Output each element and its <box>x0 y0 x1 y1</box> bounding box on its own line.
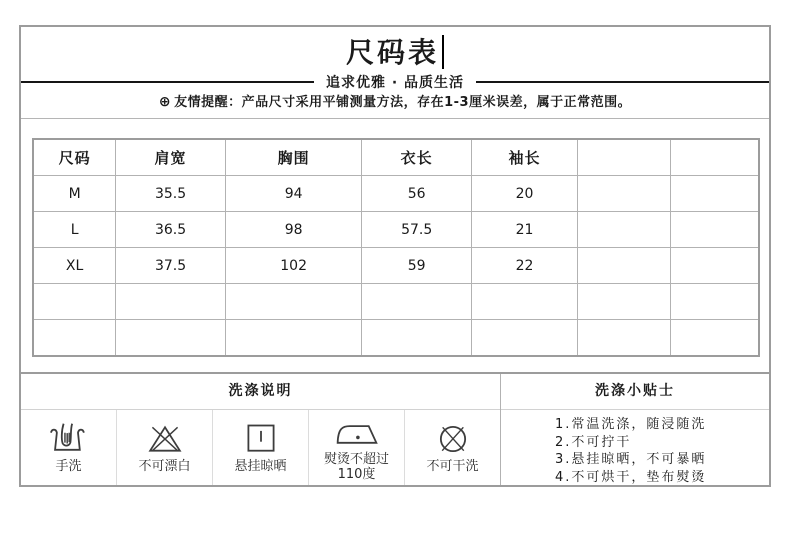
cell-empty <box>471 284 577 320</box>
washing-icons-row <box>21 410 500 485</box>
care-item-iron-max-110 <box>309 410 405 485</box>
no-bleach-icon <box>142 421 188 457</box>
washing-instructions-panel <box>21 374 501 485</box>
cell-shoulder: 36.5 <box>116 212 226 248</box>
cell-empty <box>225 320 361 357</box>
col-header-shoulder: 肩宽 <box>116 139 226 176</box>
cell-empty <box>362 320 472 357</box>
care-item-label: 不可干洗 <box>426 459 479 474</box>
care-item-label: 熨烫不超过 110度 <box>323 451 389 482</box>
size-table <box>32 138 760 357</box>
col-header-bust: 胸围 <box>225 139 361 176</box>
cell-empty <box>670 320 759 357</box>
col-header-empty-1 <box>577 139 670 176</box>
cell-shoulder: 35.5 <box>116 176 226 212</box>
cell-sleeve: 20 <box>471 176 577 212</box>
no-dry-clean-icon <box>430 421 476 457</box>
cell-empty <box>577 248 670 284</box>
table-row <box>33 212 759 248</box>
washing-tips-title: 洗涤小贴士 <box>501 374 769 410</box>
cell-empty <box>362 284 472 320</box>
cell-empty <box>670 284 759 320</box>
cell-empty <box>33 284 116 320</box>
size-table-header-row <box>33 139 759 176</box>
tip-item: 4.不可烘干，垫布熨烫 <box>555 469 707 485</box>
cell-size: L <box>33 212 116 248</box>
cell-empty <box>471 320 577 357</box>
cell-empty <box>577 320 670 357</box>
tagline-text: 追求优雅 · 品质生活 <box>325 75 465 91</box>
table-row <box>33 284 759 320</box>
cell-size: M <box>33 176 116 212</box>
table-row <box>33 320 759 357</box>
tip-item: 1.常温洗涤，随浸随洗 <box>555 417 707 432</box>
care-item-label: 手洗 <box>55 459 82 474</box>
washing-tips-panel <box>501 374 769 485</box>
hang-dry-icon <box>238 421 284 457</box>
text-cursor-bar <box>442 35 444 69</box>
cell-empty <box>225 284 361 320</box>
cell-bust: 102 <box>225 248 361 284</box>
col-header-empty-2 <box>670 139 759 176</box>
cell-empty <box>670 212 759 248</box>
cell-empty <box>577 284 670 320</box>
washing-tips-list <box>501 410 769 486</box>
care-item-no-bleach <box>117 410 213 485</box>
iron-max-110-icon <box>334 414 380 450</box>
notice-row <box>21 94 769 111</box>
hand-wash-icon <box>46 421 92 457</box>
cell-length: 57.5 <box>362 212 472 248</box>
page-title-row <box>21 33 769 73</box>
tip-item: 2.不可拧干 <box>555 434 632 450</box>
care-item-hand-wash <box>21 410 117 485</box>
care-section <box>21 372 769 485</box>
cell-empty <box>670 176 759 212</box>
size-chart-sheet <box>19 25 771 487</box>
col-header-size: 尺码 <box>33 139 116 176</box>
cell-bust: 94 <box>225 176 361 212</box>
cell-empty <box>33 320 116 357</box>
cell-shoulder: 37.5 <box>116 248 226 284</box>
table-row <box>33 248 759 284</box>
cell-empty <box>116 284 226 320</box>
cell-length: 59 <box>362 248 472 284</box>
cell-empty <box>116 320 226 357</box>
notice-text: 友情提醒：产品尺寸采用平铺测量方法，存在1-3厘米误差，属于正常范围。 <box>174 95 632 110</box>
cell-empty <box>577 212 670 248</box>
col-header-sleeve: 袖长 <box>471 139 577 176</box>
care-item-no-dry-clean <box>405 410 500 485</box>
col-header-length: 衣长 <box>362 139 472 176</box>
tip-item: 3.悬挂晾晒，不可暴晒 <box>555 452 707 467</box>
cell-sleeve: 21 <box>471 212 577 248</box>
tagline-row <box>21 73 769 91</box>
washing-instructions-title: 洗涤说明 <box>21 374 500 410</box>
care-item-hang-dry <box>213 410 309 485</box>
header-section <box>21 27 769 119</box>
care-item-label: 不可漂白 <box>138 459 191 474</box>
cell-size: XL <box>33 248 116 284</box>
cell-bust: 98 <box>225 212 361 248</box>
tagline-left-rule <box>21 81 314 83</box>
cell-sleeve: 22 <box>471 248 577 284</box>
cell-empty <box>670 248 759 284</box>
table-row <box>33 176 759 212</box>
tagline-right-rule <box>476 81 769 83</box>
care-item-label: 悬挂晾晒 <box>234 459 287 474</box>
circled-plus-icon: ⊕ <box>158 94 172 110</box>
page-title: 尺码表 <box>345 36 439 69</box>
cell-length: 56 <box>362 176 472 212</box>
cell-empty <box>577 176 670 212</box>
